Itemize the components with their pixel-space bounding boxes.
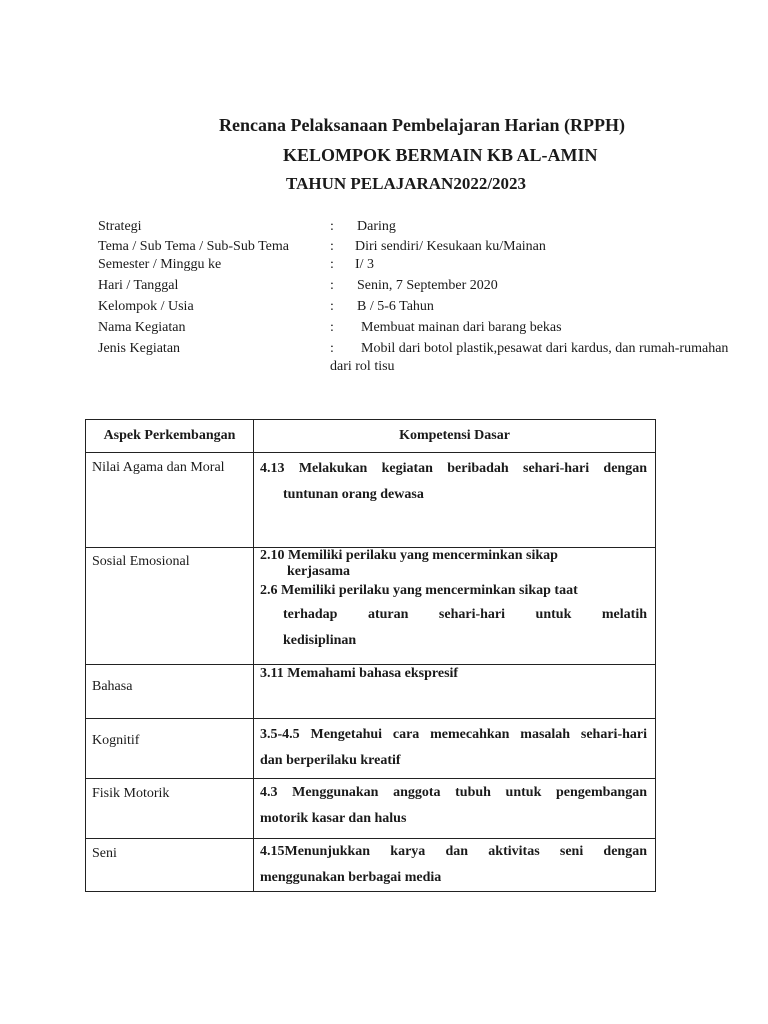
kd-line: 2.6 Memiliki perilaku yang mencerminkan sikap taat	[260, 583, 578, 598]
kd-line: kerjasama	[287, 564, 350, 579]
kd-cell	[254, 453, 656, 548]
info-label-hari: Hari / Tanggal	[98, 278, 179, 293]
info-value-kelompok: B / 5-6 Tahun	[357, 299, 434, 314]
kd-line: 3.5-4.5 Mengetahui cara memecahkan masalah sehari-hari	[260, 727, 647, 742]
kd-line: 2.10 Memiliki perilaku yang mencerminkan sikap	[260, 548, 558, 563]
info-label-kelompok: Kelompok / Usia	[98, 299, 194, 314]
info-label-nama-kegiatan: Nama Kegiatan	[98, 320, 186, 335]
kd-line: motorik kasar dan halus	[260, 811, 407, 826]
aspek-cell: Nilai Agama dan Moral	[86, 453, 254, 548]
kd-line: tuntunan orang dewasa	[283, 487, 424, 502]
kd-cell	[254, 665, 656, 719]
aspek-cell: Seni	[86, 839, 254, 892]
info-colon: :	[330, 239, 334, 254]
aspek-cell: Fisik Motorik	[86, 779, 254, 839]
info-value-nama-kegiatan: Membuat mainan dari barang bekas	[361, 320, 562, 335]
info-colon: :	[330, 299, 334, 314]
info-value-tema: Diri sendiri/ Kesukaan ku/Mainan	[355, 239, 546, 254]
kd-line: 4.3 Menggunakan anggota tubuh untuk pengembangan	[260, 785, 647, 800]
kd-line: 4.13 Melakukan kegiatan beribadah sehari-hari dengan	[260, 461, 647, 476]
info-colon: :	[330, 219, 334, 234]
info-label-strategi: Strategi	[98, 219, 142, 234]
kd-line: menggunakan berbagai media	[260, 870, 442, 885]
info-colon: :	[330, 257, 334, 272]
kd-line: dan berperilaku kreatif	[260, 753, 401, 768]
document-title: Rencana Pelaksanaan Pembelajaran Harian (RPPH)	[219, 115, 625, 135]
kd-line: kedisiplinan	[283, 633, 357, 648]
info-label-semester: Semester / Minggu ke	[98, 257, 222, 272]
kd-cell	[254, 779, 656, 839]
competency-table	[85, 419, 656, 892]
school-name: KELOMPOK BERMAIN KB AL-AMIN	[283, 145, 598, 165]
table-row	[86, 665, 656, 719]
column-header-aspek: Aspek Perkembangan	[86, 420, 254, 453]
table-row	[86, 719, 656, 779]
table-header-row	[86, 420, 656, 453]
kd-cell	[254, 548, 656, 665]
info-value-strategi: Daring	[357, 219, 396, 234]
kd-cell	[254, 839, 656, 892]
info-label-tema: Tema / Sub Tema / Sub-Sub Tema	[98, 239, 289, 254]
kd-cell	[254, 719, 656, 779]
kd-line: terhadap aturan sehari-hari untuk melatih	[283, 607, 647, 622]
kd-line: 3.11 Memahami bahasa ekspresif	[260, 666, 459, 681]
info-value-jenis-kegiatan: Mobil dari botol plastik,pesawat dari kardus, dan rumah-rumahan	[361, 341, 729, 356]
info-value-semester: I/ 3	[355, 257, 375, 272]
info-colon: :	[330, 320, 334, 335]
aspek-cell: Bahasa	[86, 665, 254, 719]
info-value-jenis-kegiatan-cont: dari rol tisu	[330, 359, 395, 374]
aspek-cell: Sosial Emosional	[86, 548, 254, 665]
info-colon: :	[330, 278, 334, 293]
kd-line: 4.15Menunjukkan karya dan aktivitas seni dengan	[260, 844, 647, 859]
info-label-jenis-kegiatan: Jenis Kegiatan	[98, 341, 181, 356]
column-header-kompetensi: Kompetensi Dasar	[254, 420, 656, 453]
table-row	[86, 548, 656, 665]
table-row	[86, 453, 656, 548]
info-value-hari: Senin, 7 September 2020	[357, 278, 498, 293]
table-row	[86, 779, 656, 839]
info-colon: :	[330, 341, 334, 356]
academic-year: TAHUN PELAJARAN2022/2023	[286, 174, 527, 193]
aspek-cell: Kognitif	[86, 719, 254, 779]
table-row	[86, 839, 656, 892]
